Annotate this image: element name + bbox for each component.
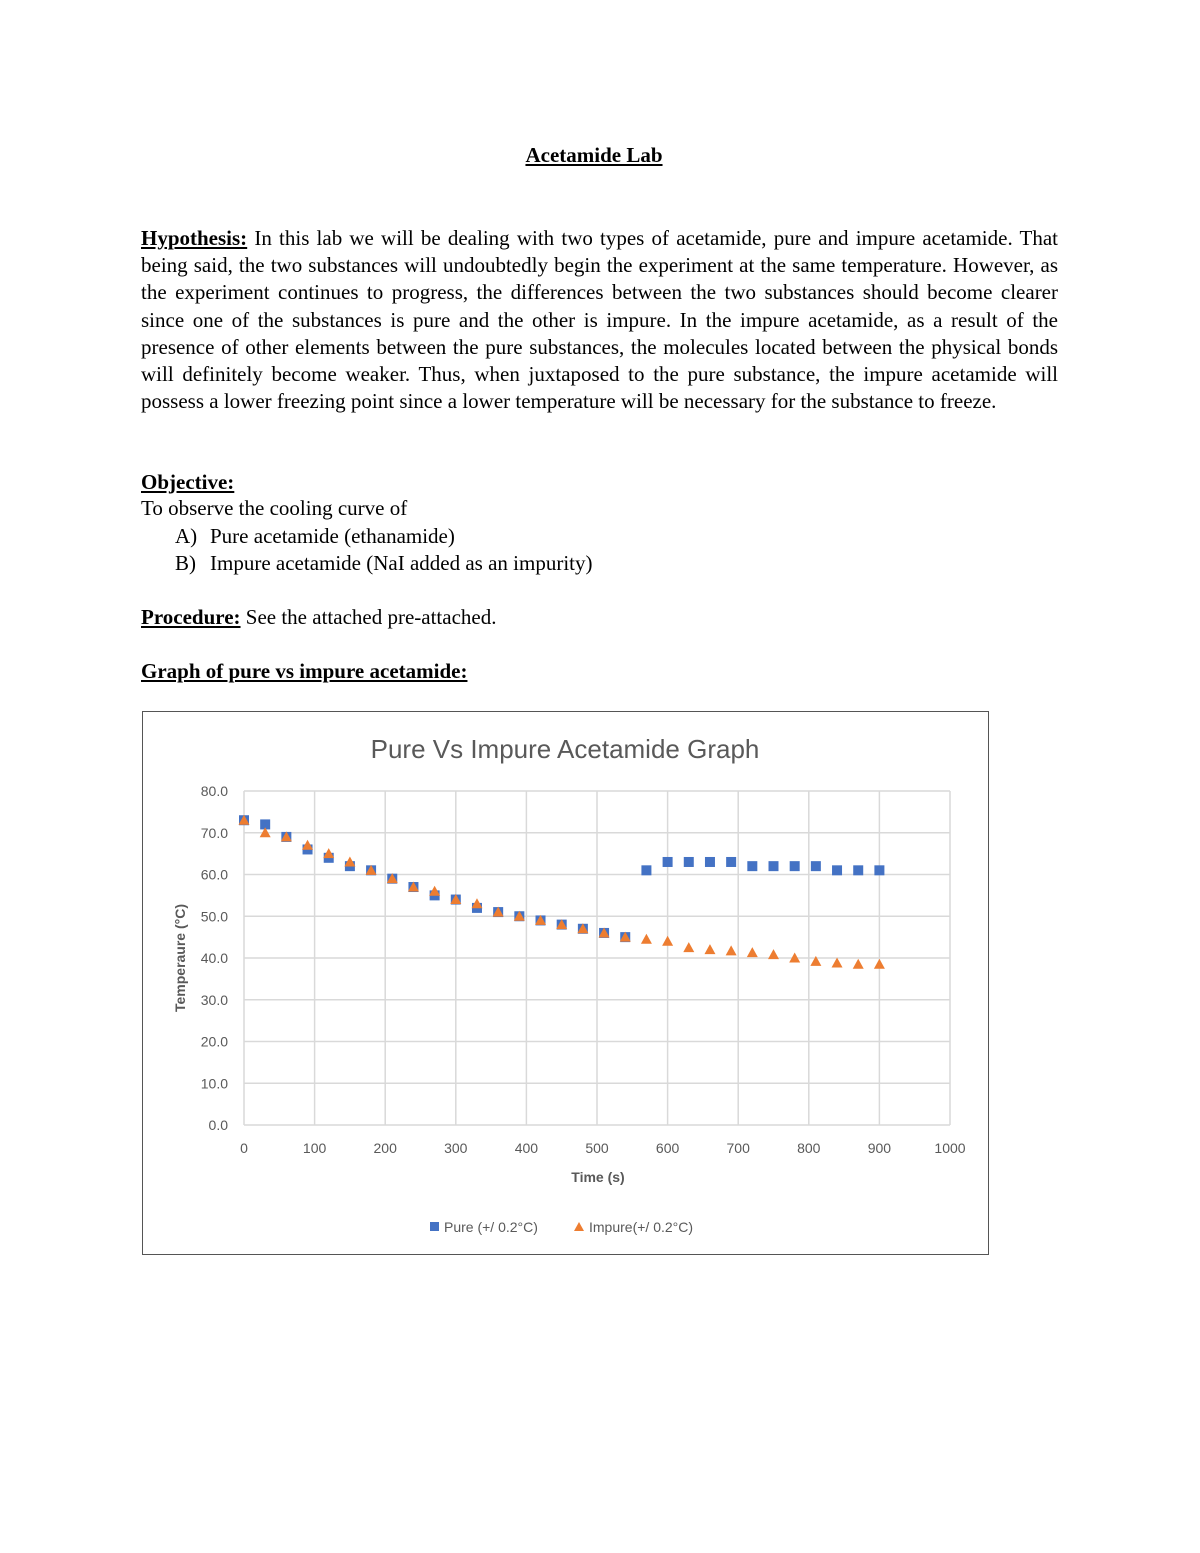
objective-label: Objective:	[141, 470, 235, 494]
data-point-impure	[662, 936, 673, 946]
y-tick-label: 0.0	[208, 1117, 228, 1133]
legend-pure-label: Pure (+/ 0.2°C)	[444, 1219, 538, 1235]
x-tick-label: 500	[585, 1140, 609, 1156]
x-tick-label: 700	[726, 1140, 750, 1156]
hypothesis-paragraph	[141, 225, 1058, 415]
document-title: Acetamide Lab	[525, 143, 663, 167]
y-tick-label: 30.0	[200, 991, 228, 1008]
list-item	[175, 523, 593, 550]
y-tick-label: 20.0	[200, 1033, 228, 1050]
y-axis-label: Temperaure (°C)	[172, 903, 188, 1013]
data-point-pure	[811, 861, 821, 871]
procedure-text: See the attached pre-attached.	[240, 605, 497, 629]
data-point-impure	[641, 934, 652, 944]
data-point-pure	[705, 857, 715, 867]
y-tick-label: 60.0	[200, 866, 228, 883]
legend-impure-label: Impure(+/ 0.2°C)	[589, 1219, 694, 1235]
x-tick-label: 600	[655, 1140, 680, 1156]
data-point-pure	[641, 865, 651, 875]
x-tick-label: 200	[373, 1140, 397, 1156]
procedure-label: Procedure:	[141, 605, 241, 629]
data-point-impure	[853, 959, 864, 969]
data-point-pure	[663, 857, 673, 867]
data-point-impure	[832, 958, 843, 968]
graph-heading: Graph of pure vs impure acetamide:	[141, 659, 468, 683]
y-tick-label: 70.0	[200, 824, 228, 841]
hypothesis-text: In this lab we will be dealing with two types of acetamide, pure and impure acetamide. That being said, the two substances will undoubtedly begin the experiment at the same temperature. However, as the experiment continues to progress, the differences between the two substances should become clearer since one of the substances is pure and the other is impure. In the impure acetamide, as a result of the presence of other elements between the pure substances, the molecules located between the physical bonds will definitely become weaker. Thus, when juxtaposed to the pure substance, the impure acetamide will possess a lower freezing point since a lower temperature will be necessary for the substance to freeze.	[141, 226, 1058, 414]
list-item-text: Pure acetamide (ethanamide)	[210, 524, 455, 548]
scatter-chart	[143, 712, 990, 1256]
data-point-pure	[832, 865, 842, 875]
list-item	[175, 550, 593, 577]
chart-frame	[142, 711, 989, 1255]
data-point-pure	[769, 861, 779, 871]
x-tick-label: 400	[514, 1140, 539, 1156]
legend-impure-marker	[574, 1222, 584, 1231]
list-marker: A)	[175, 524, 198, 548]
objective-intro: To observe the cooling curve of	[141, 496, 408, 520]
chart-title: Pure Vs Impure Acetamide Graph	[370, 734, 760, 764]
objective-list	[175, 523, 593, 577]
data-point-pure	[726, 857, 736, 867]
y-tick-label: 10.0	[200, 1075, 228, 1092]
y-tick-label: 50.0	[200, 908, 228, 925]
series-impure	[239, 815, 885, 969]
hypothesis-label: Hypothesis:	[141, 226, 248, 250]
data-point-pure	[853, 865, 863, 875]
data-point-impure	[683, 942, 694, 952]
legend-pure-marker	[430, 1222, 439, 1231]
list-item-text: Impure acetamide (NaI added as an impurity)	[210, 551, 593, 576]
data-point-impure	[726, 945, 737, 955]
x-tick-label: 800	[797, 1140, 821, 1156]
x-tick-label: 1000	[934, 1140, 966, 1156]
procedure-line	[141, 605, 496, 630]
x-axis-label: Time (s)	[571, 1169, 625, 1185]
x-tick-label: 0	[240, 1140, 248, 1156]
data-point-impure	[747, 947, 758, 957]
data-point-impure	[704, 944, 715, 954]
x-tick-label: 900	[867, 1140, 892, 1156]
data-point-pure	[790, 861, 800, 871]
data-point-impure	[874, 959, 885, 969]
x-tick-label: 300	[444, 1140, 468, 1156]
chart-legend	[430, 1219, 693, 1235]
list-marker: B)	[175, 551, 196, 576]
data-point-impure	[768, 949, 779, 959]
data-point-pure	[747, 861, 757, 871]
x-tick-label: 100	[302, 1140, 327, 1156]
data-point-pure	[874, 865, 884, 875]
y-tick-label: 40.0	[200, 950, 228, 966]
data-point-pure	[684, 857, 694, 867]
y-tick-label: 80.0	[200, 783, 228, 799]
